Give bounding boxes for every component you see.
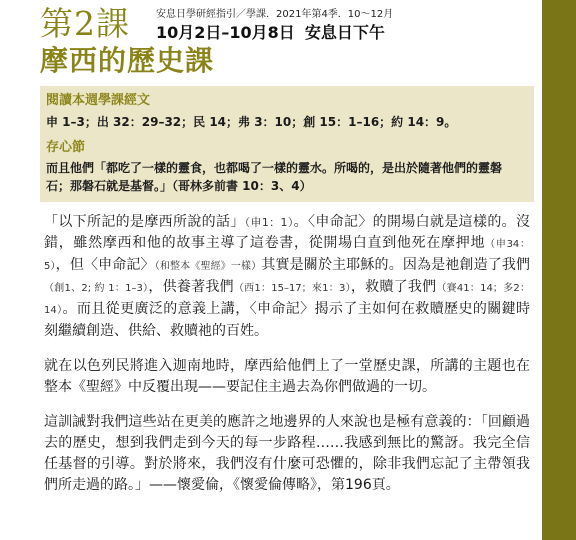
text-run: ，但〈申命記〉 (55, 257, 155, 273)
scripture-box (40, 86, 534, 202)
scripture-reference: （西1：15–17；來1：3） (233, 283, 351, 294)
scripture-reference: （申1：1） (244, 216, 294, 229)
text-run: ，供養著我們 (148, 279, 234, 295)
date-range: 10月2日–10月8日 (156, 23, 295, 42)
lesson-number: 第2課 (40, 4, 130, 43)
date-line (156, 23, 385, 43)
scripture-reference: （創1、2; 約 1：1–3） (44, 283, 149, 294)
paragraph-quotation: 這訓誡對我們這些站在更美的應許之地邊界的人來說也是極有意義的：「回顧過去的歷史，想到我們走到今天的每一步路程……我感到無比的驚訝。我完全信任基督的引導。對於將來，我們沒有什麼可恐懼的，除非我們忘記了主帶領我們所走過的路。」——懷愛倫，《懷愛倫傳略》，第196頁。 (44, 414, 530, 493)
sabbath-label: 安息日下午 (304, 23, 385, 42)
text-run: 其實是關於主耶穌的。因為是祂創造了我們 (261, 257, 531, 273)
side-color-bar (542, 0, 576, 540)
text-run: 。〈申命記〉的開場白就是這樣的。沒錯，雖然摩西和他的故事主導了這卷書，從開場白直到他死在摩押地 (44, 214, 531, 251)
text-run: 「以下所記的是摩西所說的話」 (44, 214, 245, 230)
scripture-reference: （賽41：14；多2：14） (44, 283, 531, 316)
text-run: ，救贖了我們 (350, 279, 437, 295)
scripture-reference: （申34：5） (44, 239, 530, 272)
paragraph-intro (44, 212, 530, 342)
lesson-title: 摩西的歷史課 (40, 44, 215, 77)
series-caption: 安息日學研經指引／學課．2021年第4季．10～12月 (156, 9, 394, 20)
text-run: 。而且從更廣泛的意義上講，〈申命記〉揭示了主如何在救贖歷史的關鍵時刻繼續創造、供給、救贖祂的百姓。 (44, 301, 530, 339)
readings-text: 申 1–3；出 32：29–32；民 14；弗 3：10；創 15：1–16；約 14：9。 (46, 115, 457, 129)
scripture-reference: （和整本《聖經》一樣） (154, 261, 262, 272)
lesson-body (44, 212, 530, 510)
readings-heading: 閱讀本週學課經文 (46, 93, 151, 108)
paragraph-history-lesson: 就在以色列民將進入迦南地時，摩西給他們上了一堂歷史課，所講的主題也在整本《聖經》中反覆出現——要記住主過去為你們做過的一切。 (44, 358, 530, 395)
memory-verse-heading: 存心節 (46, 140, 86, 155)
memory-verse-text: 而且他們「都吃了一樣的靈食，也都喝了一樣的靈水。所喝的，是出於隨著他們的靈磐石；那磐石就是基督。」（哥林多前書 10：3、4） (46, 161, 503, 193)
